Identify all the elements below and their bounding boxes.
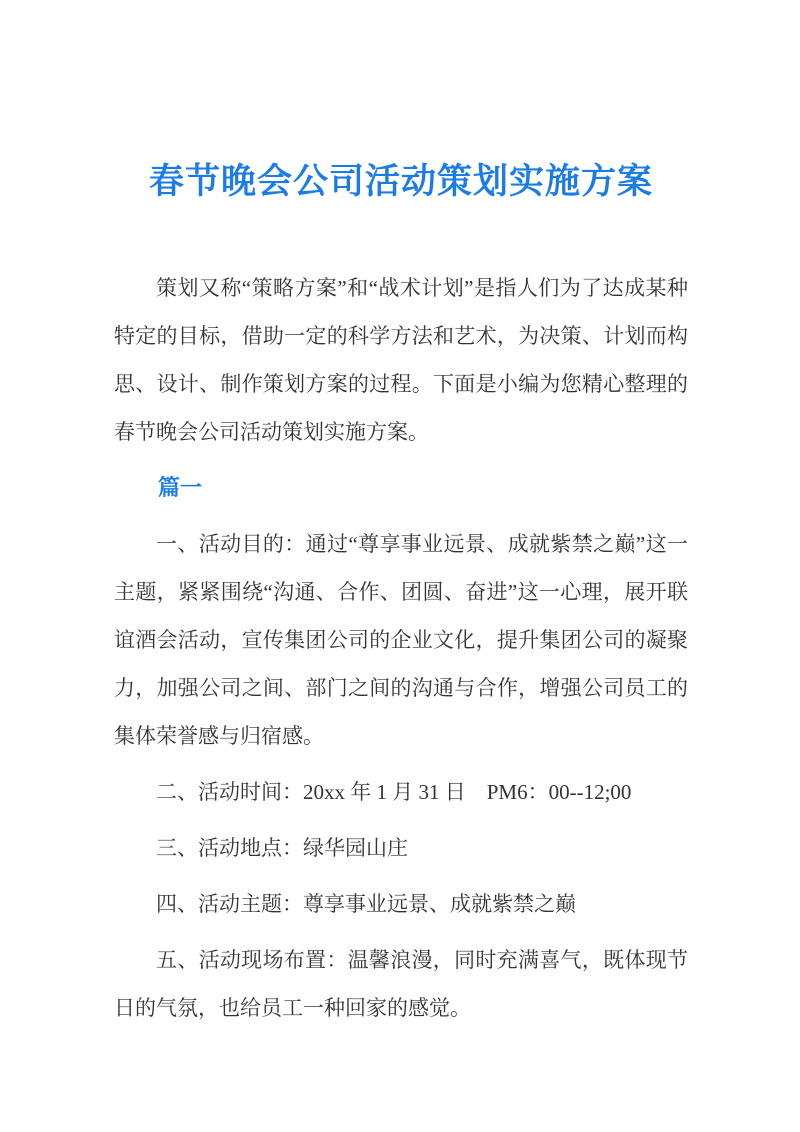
section-heading-part-one: 篇一 bbox=[158, 475, 203, 500]
intro-paragraph: 策划又称“策略方案”和“战术计划”是指人们为了达成某种特定的目标，借助一定的科学方法和艺术，为决策、计划而构思、设计、制作策划方案的过程。下面是小编为您精心整理的春节晚会公司活动策划实施方案。 bbox=[114, 276, 688, 444]
document-title: 春节晚会公司活动策划实施方案 bbox=[148, 162, 653, 201]
paragraph-activity-purpose: 一、活动目的：通过“尊享事业远景、成就紫禁之巅”这一主题，紧紧围绕“沟通、合作、团圆、奋进”这一心理，展开联谊酒会活动，宣传集团公司的企业文化，提升集团公司的凝聚力，加强公司之间、部门之间的沟通与合作，增强公司员工的集体荣誉感与归宿感。 bbox=[114, 532, 688, 748]
paragraph-activity-time: 二、活动时间：20xx 年 1 月 31 日 PM6：00--12;00 bbox=[156, 780, 632, 804]
paragraph-activity-location: 三、活动地点：绿华园山庄 bbox=[156, 836, 408, 860]
paragraph-venue-decoration: 五、活动现场布置：温馨浪漫，同时充满喜气，既体现节日的气氛，也给员工一种回家的感觉。 bbox=[114, 948, 688, 1020]
paragraph-activity-theme: 四、活动主题：尊享事业远景、成就紫禁之巅 bbox=[156, 892, 576, 916]
